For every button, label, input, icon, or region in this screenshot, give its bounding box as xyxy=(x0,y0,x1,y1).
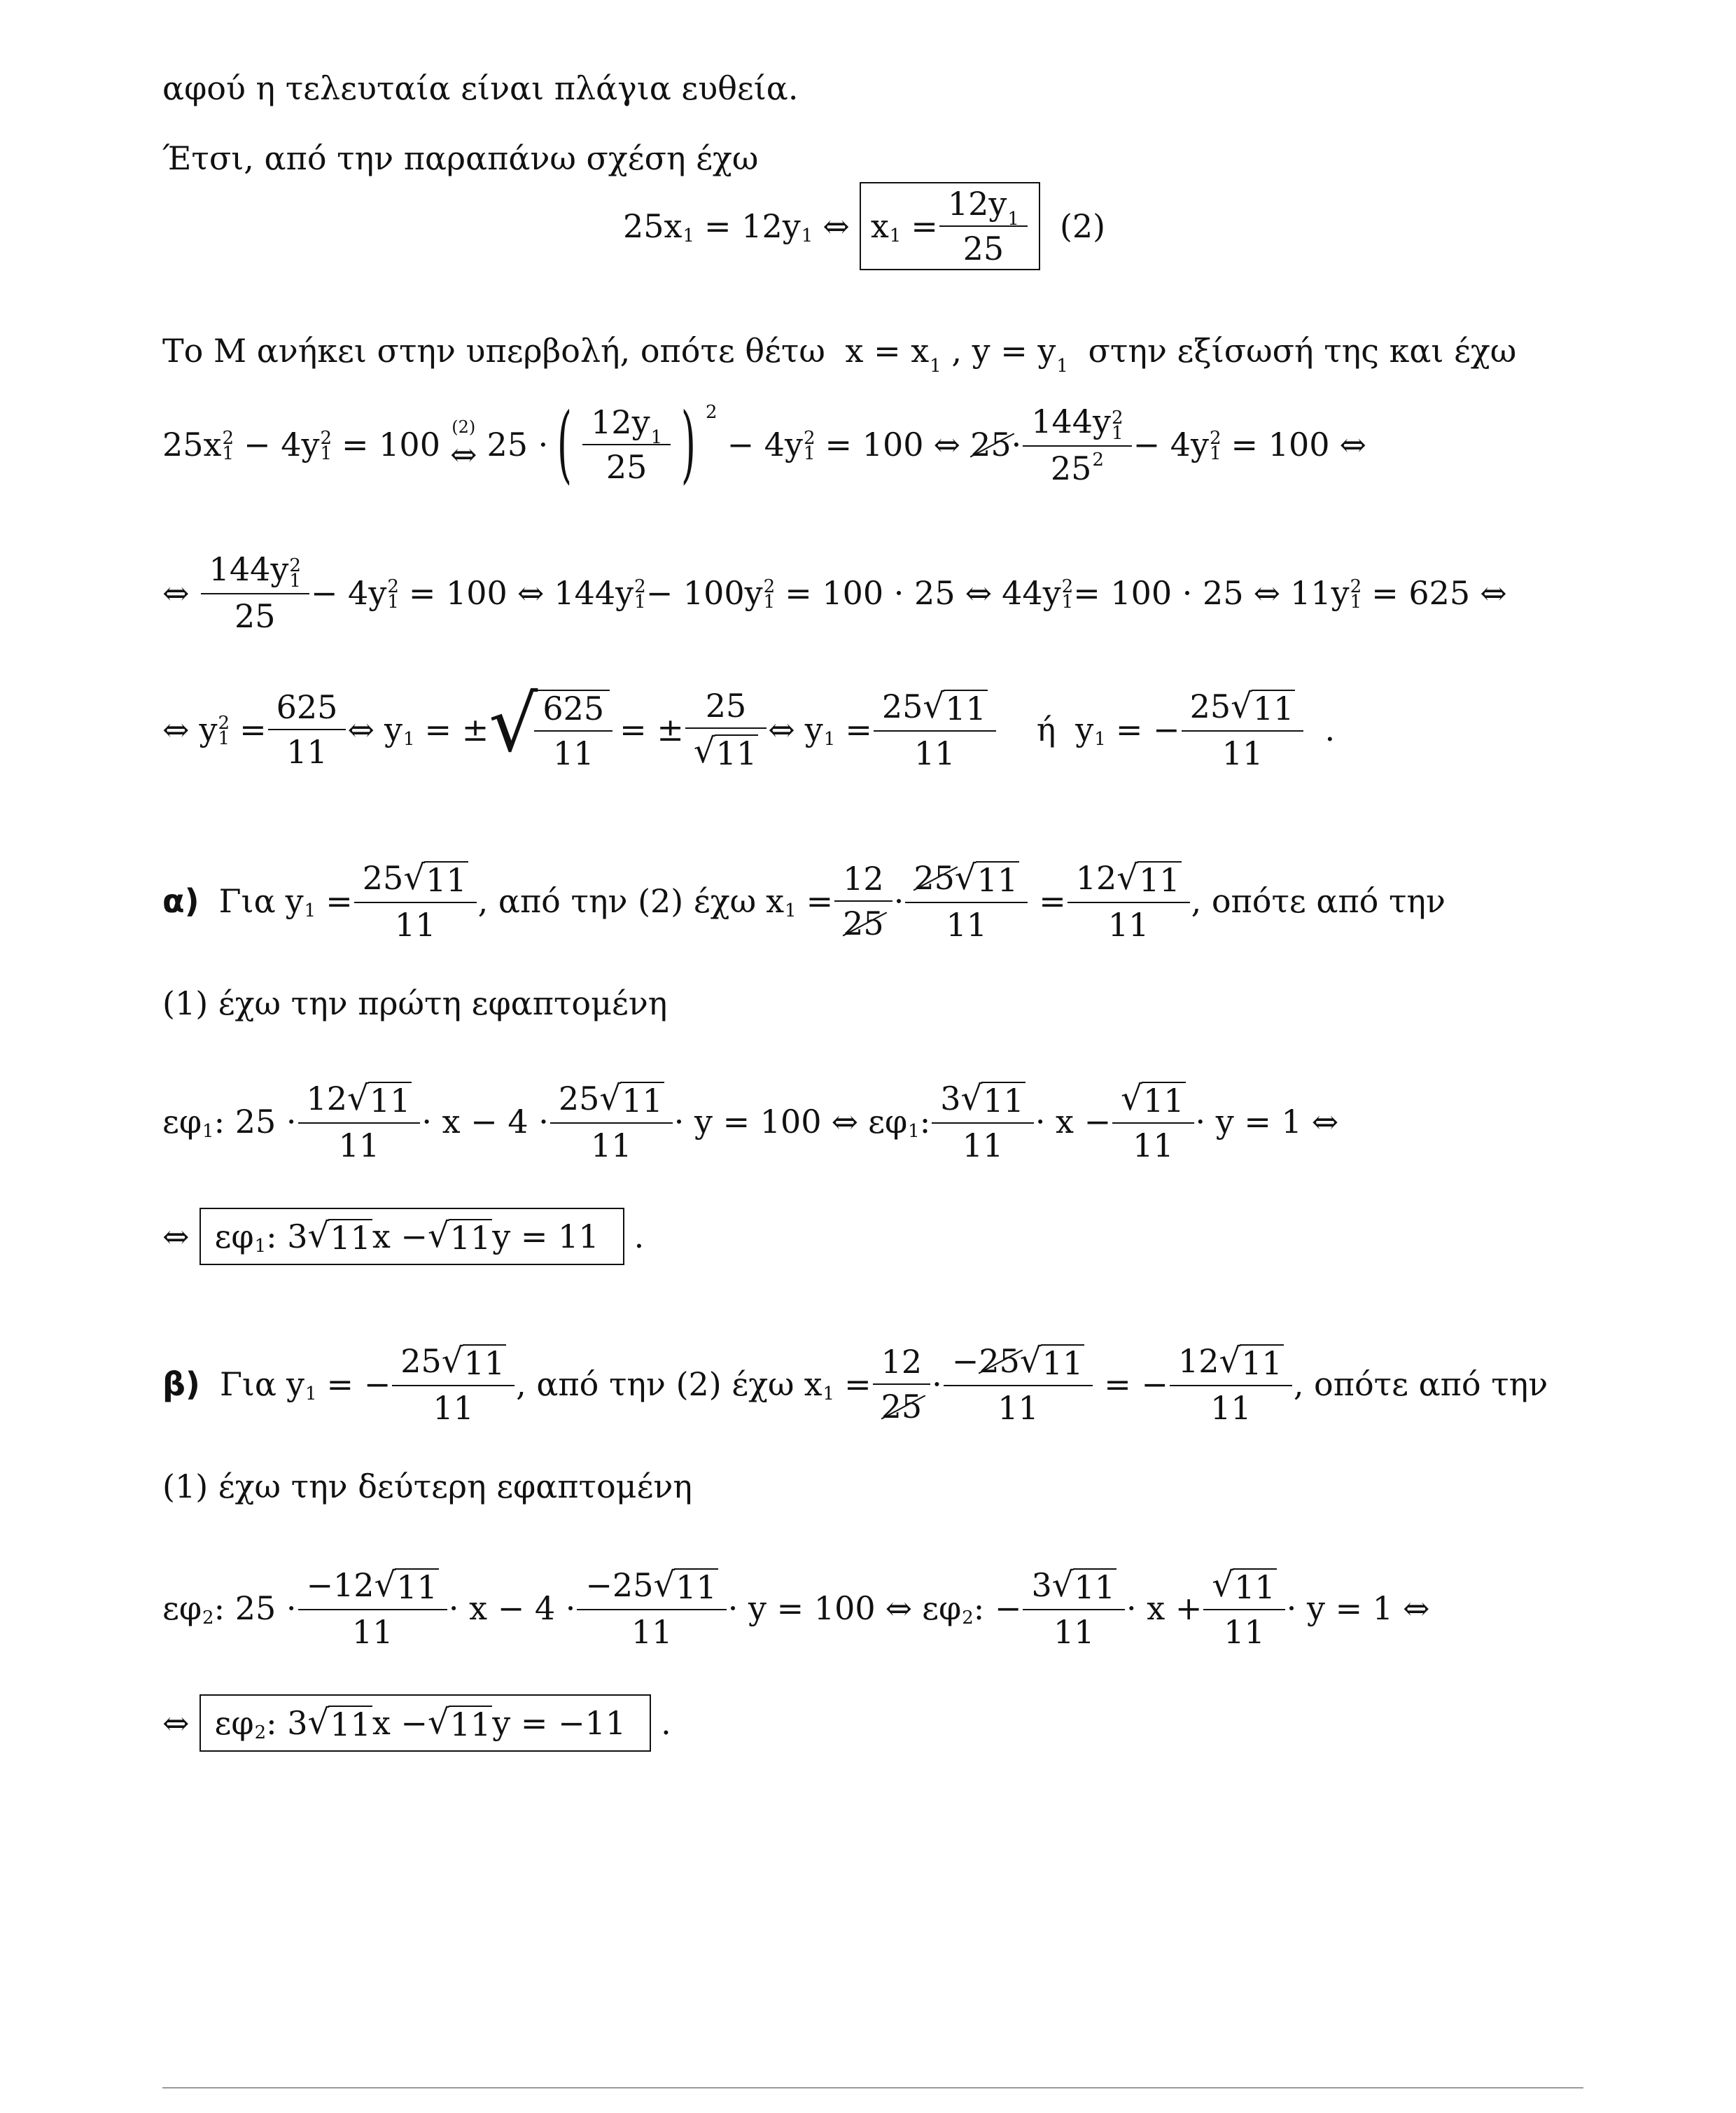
boxed-result-x1: x 1 = $12y_1$ 25 xyxy=(860,182,1040,270)
part-b-label: β) xyxy=(162,1365,200,1403)
equation-line-5: 25x 2 1 − 4y 2 1 = 100 (2) ⇔ 25 · ( $12y_1$ 25 ) 2 − 4y 2 1 = 100 ⇔ 25 · 144y 2 1 $25^2$ − 4y 2 1 = 100 ⇔ xyxy=(162,396,1367,493)
boxed-tangent-2: εφ 2 : 3 √ 11 x − √ 11 y = −11 xyxy=(200,1694,652,1752)
tangent-1-line: εφ 1 : 25 · 12 √ 11 11 · x − 4 · 25 √ 11 11 · y = 100 ⇔ εφ 1 : 3 √ 11 11 · x − √ 11 11 · y = 1 ⇔ xyxy=(162,1079,1339,1164)
word-or: ή xyxy=(1036,711,1056,748)
part-a-line: α) Για y 1 = 25 √ 11 11 , από την (2) έχω x 1 = 12 25 · 25 √ 11 11 = 12 √ 11 11 , οπότε από την xyxy=(162,858,1446,944)
footer-rule xyxy=(162,2087,1583,2088)
part-b-tangent-text: (1) έχω την δεύτερη εφαπτομένη xyxy=(162,1467,692,1505)
equation-line-6: ⇔ 144y 2 1 25 − 4y 2 1 = 100 ⇔ 144y 2 1 − 100y 2 1 = 100 · 25 ⇔ 44y 2 1 = 100 · 25 ⇔ 11y 2 1 = 625 ⇔ xyxy=(162,550,1507,635)
part-a-tangent-text: (1) έχω την πρώτη εφαπτομένη xyxy=(162,984,668,1022)
part-a-label: α) xyxy=(162,882,200,920)
text-line-1: αφού η τελευταία είναι πλάγια ευθεία. xyxy=(162,69,799,107)
text-line-2: Έτσι, από την παραπάνω σχέση έχω xyxy=(162,139,759,177)
equation-ref-2: (2) xyxy=(451,417,476,437)
tangent-1-result: ⇔ εφ 1 : 3 √ 11 x − √ 11 y = 11 . xyxy=(162,1208,644,1265)
boxed-tangent-1: εφ 1 : 3 √ 11 x − √ 11 y = 11 xyxy=(200,1208,624,1265)
equation-tag: (2) xyxy=(1059,207,1106,245)
tangent-2-line: εφ 2 : 25 · −12 √ 11 11 · x − 4 · −25 √ 11 11 · y = 100 ⇔ εφ 2 : − 3 √ 11 11 · x + √ 11 11 · y = 1 ⇔ xyxy=(162,1565,1430,1651)
text-line-4: Το Μ ανήκει στην υπερβολή, οπότε θέτω $x = x_1$ , $y = y_1$ στην εξίσωσή της και έχω xyxy=(162,332,1517,377)
tangent-2-result: ⇔ εφ 2 : 3 √ 11 x − √ 11 y = −11 . xyxy=(162,1694,671,1752)
equation-line-7: ⇔ y 2 1 = 625 11 ⇔ y 1 = ± √ $\frac{625}{11}$ = ± 25 √ 11 ⇔ y 1 = 25 √ 11 11 ή y 1 = − 25 √ 11 11 . xyxy=(162,679,1336,772)
part-b-line: β) Για y 1 = − 25 √ 11 11 , από την (2) έχω x 1 = 12 25 · −25 √ 11 11 = − 12 √ 11 11 , οπότε από την xyxy=(162,1341,1548,1427)
equation-2: 25x 1 = 12y 1 ⇔ x 1 = $12y_1$ 25 (2) xyxy=(623,182,1105,270)
